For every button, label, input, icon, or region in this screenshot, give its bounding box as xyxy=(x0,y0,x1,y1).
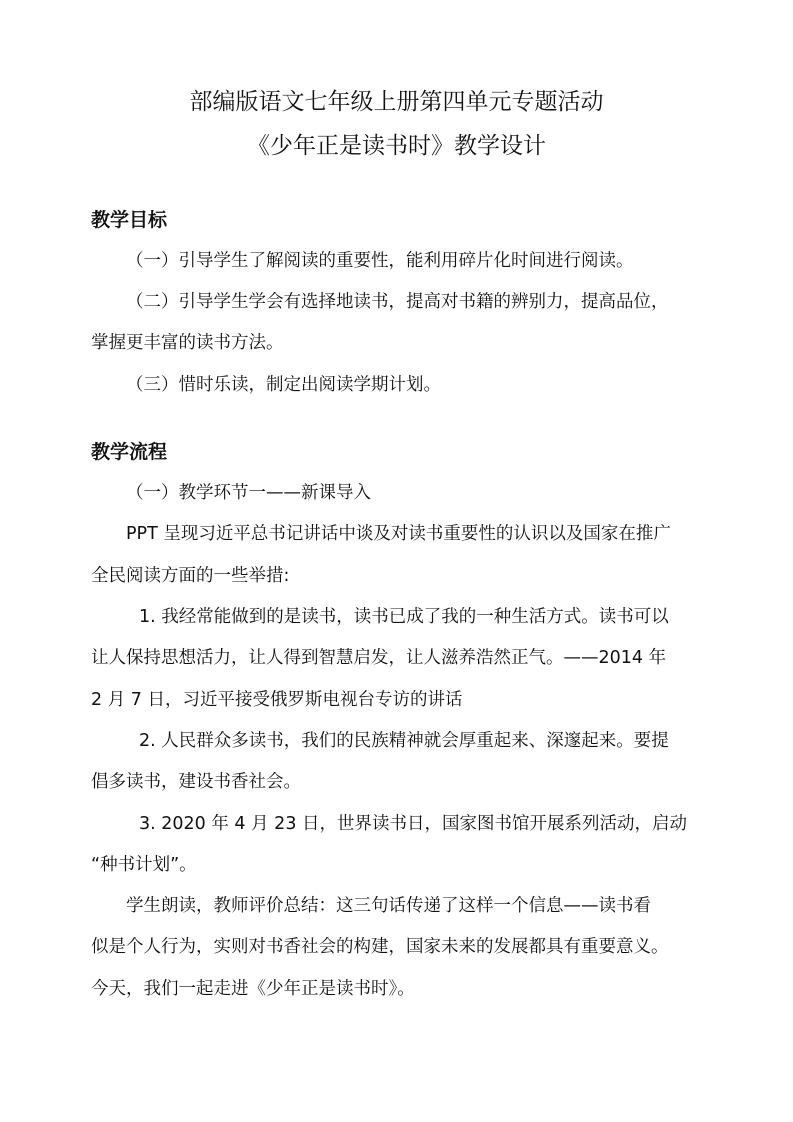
section-heading-goals: 教学目标 xyxy=(91,209,168,231)
goals-line-3: 掌握更丰富的读书方法。 xyxy=(91,333,284,353)
flow-line-10: “种书计划”。 xyxy=(91,855,197,875)
document-title-line-2: 《少年正是读书时》教学设计 xyxy=(247,133,546,159)
flow-line-5: 让人保持思想活力，让人得到智慧启发，让人滋养浩然正气。——2014 年 xyxy=(91,648,667,668)
flow-line-6: 2 月 7 日，习近平接受俄罗斯电视台专访的讲话 xyxy=(91,690,463,710)
flow-line-9: 3. 2020 年 4 月 23 日，世界读书日，国家图书馆开展系列活动，启动 xyxy=(139,814,688,834)
document-title-line-1: 部编版语文七年级上册第四单元专题活动 xyxy=(189,89,604,115)
flow-line-3: 全民阅读方面的一些举措: xyxy=(91,566,290,586)
flow-line-4: 1. 我经常能做到的是读书，读书已成了我的一种生活方式。读书可以 xyxy=(139,607,669,627)
goals-line-2: （二）引导学生学会有选择地读书，提高对书籍的辨别力，提高品位， xyxy=(126,292,669,312)
flow-line-11: 学生朗读，教师评价总结：这三句话传递了这样一个信息——读书看 xyxy=(126,896,651,916)
goals-line-4: （三）惜时乐读，制定出阅读学期计划。 xyxy=(126,375,441,395)
flow-line-7: 2. 人民群众多读书，我们的民族精神就会厚重起来、深邃起来。要提 xyxy=(139,731,669,751)
section-heading-flow: 教学流程 xyxy=(91,441,168,463)
flow-line-13: 今天，我们一起走进《少年正是读书时》。 xyxy=(91,979,415,999)
flow-line-8: 倡多读书，建设书香社会。 xyxy=(91,772,301,792)
flow-line-12: 似是个人行为，实则对书香社会的构建，国家未来的发展都具有重要意义。 xyxy=(91,937,669,957)
flow-line-2: PPT 呈现习近平总书记讲话中谈及对读书重要性的认识以及国家在推广 xyxy=(126,524,671,544)
goals-line-1: （一）引导学生了解阅读的重要性，能利用碎片化时间进行阅读。 xyxy=(126,251,634,271)
flow-line-1: （一）教学环节一——新课导入 xyxy=(126,483,371,503)
